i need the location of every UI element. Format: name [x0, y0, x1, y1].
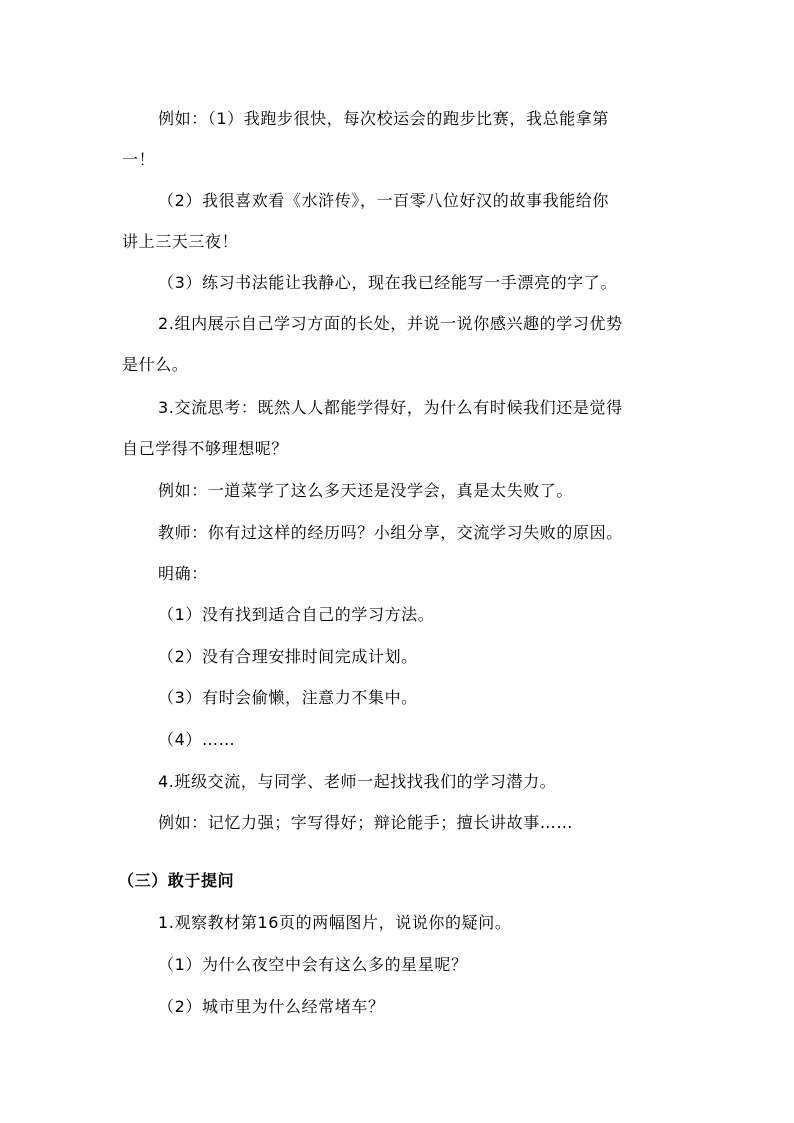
text-line: （2）城市里为什么经常堵车？: [158, 997, 385, 1016]
text-line: （1）为什么夜空中会有这么多的星星呢？: [158, 955, 468, 974]
text-line: （2）没有合理安排时间完成计划。: [158, 647, 418, 666]
text-line: 明确：: [158, 564, 208, 583]
text-line: 一！: [122, 150, 156, 169]
section-heading: （三）敢于提问: [118, 871, 235, 890]
text-line: （4）……: [158, 730, 236, 749]
text-line: 讲上三天三夜！: [122, 232, 239, 251]
text-line: 4.班级交流，与同学、老师一起找找我们的学习潜力。: [158, 772, 557, 791]
text-line: 例如：一道菜学了这么多天还是没学会，真是太失败了。: [158, 481, 574, 500]
text-line: 1.观察教材第16页的两幅图片，说说你的疑问。: [158, 913, 512, 932]
text-line: 自己学得不够理想呢？: [122, 439, 289, 458]
text-line: 教师：你有过这样的经历吗？小组分享，交流学习失败的原因。: [158, 523, 623, 542]
text-line: （1）没有找到适合自己的学习方法。: [158, 605, 435, 624]
text-line: （3）有时会偷懒，注意力不集中。: [158, 688, 418, 707]
text-line: （3）练习书法能让我静心，现在我已经能写一手漂亮的字了。: [158, 273, 617, 292]
text-line: 是什么。: [122, 355, 189, 374]
text-line: 例如：（1）我跑步很快，每次校运会的跑步比赛，我总能拿第: [158, 109, 609, 128]
text-line: 3.交流思考：既然人人都能学得好，为什么有时候我们还是觉得: [158, 398, 623, 417]
text-line: 2.组内展示自己学习方面的长处，并说一说你感兴趣的学习优势: [158, 314, 623, 333]
text-line: 例如：记忆力强；字写得好；辩论能手；擅长讲故事……: [158, 813, 574, 832]
text-line: （2）我很喜欢看《水浒传》，一百零八位好汉的故事我能给你: [158, 191, 609, 210]
